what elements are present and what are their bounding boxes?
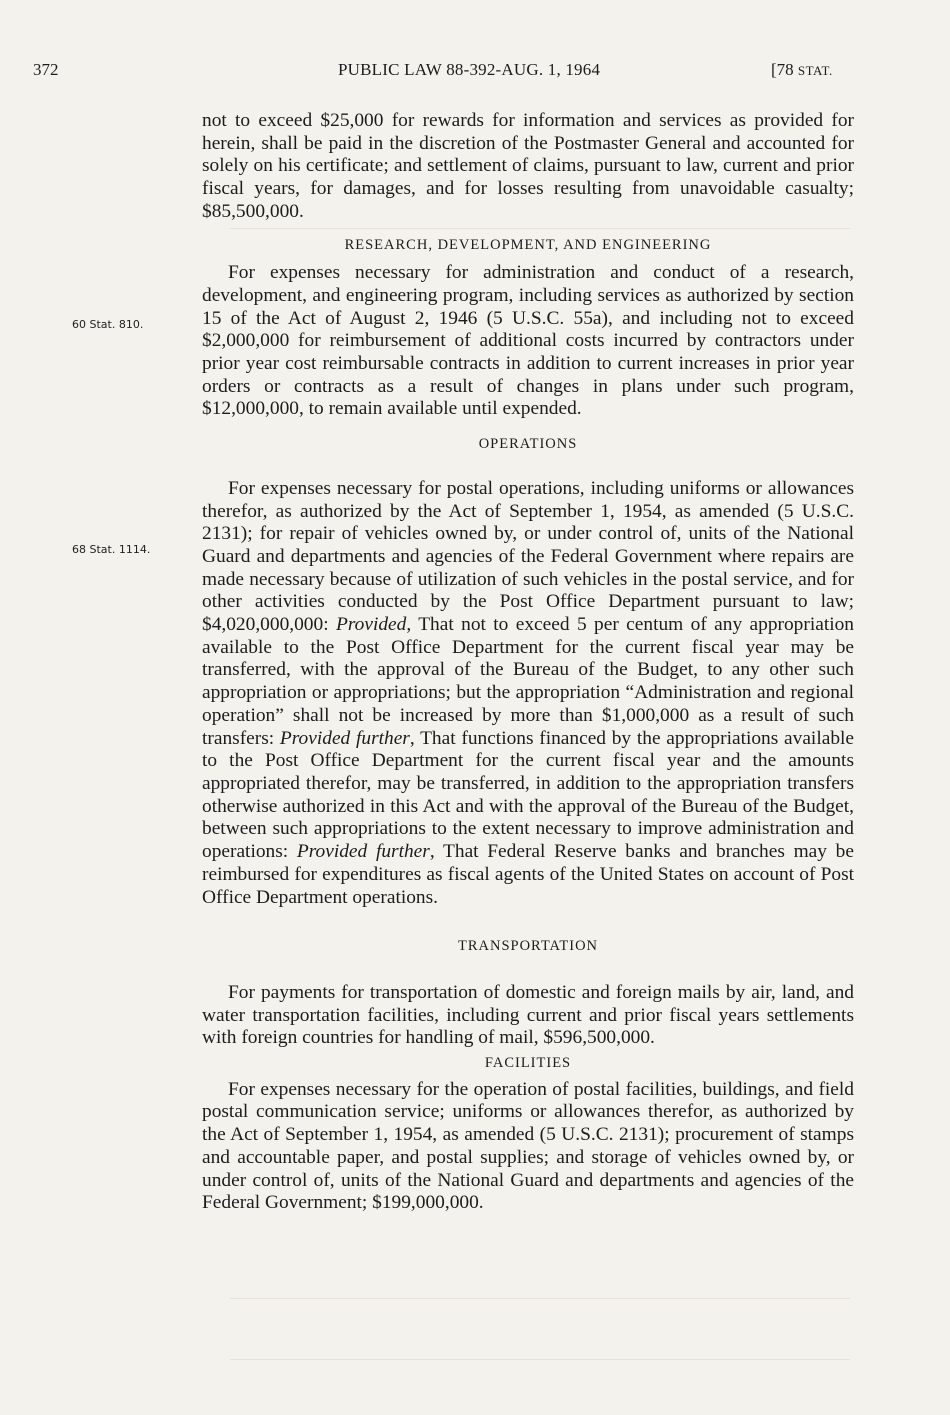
document-body — [202, 110, 854, 1215]
heading-transportation: TRANSPORTATION — [457, 938, 599, 955]
volume-citation — [771, 60, 833, 80]
heading-facilities: FACILITIES — [484, 1055, 572, 1072]
margin-citation-2: 68 Stat. 1114. — [72, 543, 151, 556]
page-header — [0, 60, 950, 90]
operations-text-a: For expenses necessary for postal operations, including uniforms or allowances therefor, as authorized by the Act of September 1, 1954, as amended (5 U.S.C. 2131); for repair of vehicles owned by, or under control of, units of the National Guard and departments and agencies of the Federal Government where repairs are made necessary because of utilization of such vehicles in the postal service, and for other activities conducted by the Post Office Department pursuant to law; $4,020,000,000: — [202, 477, 854, 636]
proviso-1: Provided — [335, 614, 407, 636]
paragraph-transportation: For payments for transportation of domestic and foreign mails by air, land, and water transportation facilities, including current and prior fiscal years settlements with foreign countries for handling of mail, $596,500,000. — [202, 981, 854, 1049]
show-through-texture — [230, 1298, 850, 1360]
heading-research: RESEARCH, DEVELOPMENT, AND ENGINEERING — [344, 236, 712, 253]
operations-text-c: , That functions financed by the appropriations available to the Post Office Department for the current fiscal year and the amounts appropriated therefor, may be transferred, in addition to the appropriation transfers otherwise authorized in this Act and with the approval of the Bureau of the Budget, between such appropriations to the extent necessary to improve administration and operations: — [202, 727, 855, 863]
paragraph-operations — [202, 478, 854, 909]
volume-abbreviation: STAT. — [797, 63, 833, 78]
operations-text-d: , That Federal Reserve banks and branches may be reimbursed for expenditures as fiscal agents of the United States on account of Post Office Department operations. — [202, 841, 854, 908]
proviso-3: Provided further — [296, 841, 430, 863]
paragraph-rewards: not to exceed $25,000 for rewards for information and services as provided for herein, shall be paid in the discretion of the Postmaster General and accounted for solely on his certificate; and settlement of claims, pursuant to law, current and prior fiscal years, for damages, and for losses resulting from unavoidable casualty; $85,500,000. — [202, 110, 854, 222]
paragraph-facilities: For expenses necessary for the operation of postal facilities, buildings, and field postal communication service; uniforms or allowances therefor, as authorized by the Act of September 1, 1954, as amended (5 U.S.C. 2131); procurement of stamps and accountable paper, and postal supplies; and storage of vehicles owned by, or under control of, units of the National Guard and departments and agencies of the Federal Government; $199,000,000. — [202, 1078, 854, 1214]
volume-number: [78 — [771, 60, 798, 79]
paragraph-research: For expenses necessary for administration and conduct of a research, development, and engineering program, including services as authorized by section 15 of the Act of August 2, 1946 (5 U.S.C. 55a), and including not to exceed $2,000,000 for reimbursement of additional costs incurred by contractors under prior year cost reimbursable contracts in addition to current increases in prior year orders or contracts as a result of changes in plans under such program, $12,000,000, to remain available until expended. — [202, 262, 854, 420]
heading-operations: OPERATIONS — [478, 436, 578, 453]
margin-citation-1: 60 Stat. 810. — [72, 318, 144, 331]
running-title: PUBLIC LAW 88-392-AUG. 1, 1964 — [338, 60, 601, 79]
proviso-2: Provided further — [279, 727, 410, 749]
page-number: 372 — [33, 60, 59, 79]
operations-text-b: , That not to exceed 5 per centum of any appropriation available to the Post Office Department for the current fiscal year may be transferred, with the approval of the Bureau of the Budget, to any other such appropriation or appropriations; but the appropriation “Administration and regional operation” shall not be increased by more than $1,000,000 as a result of such transfers: — [202, 614, 854, 749]
